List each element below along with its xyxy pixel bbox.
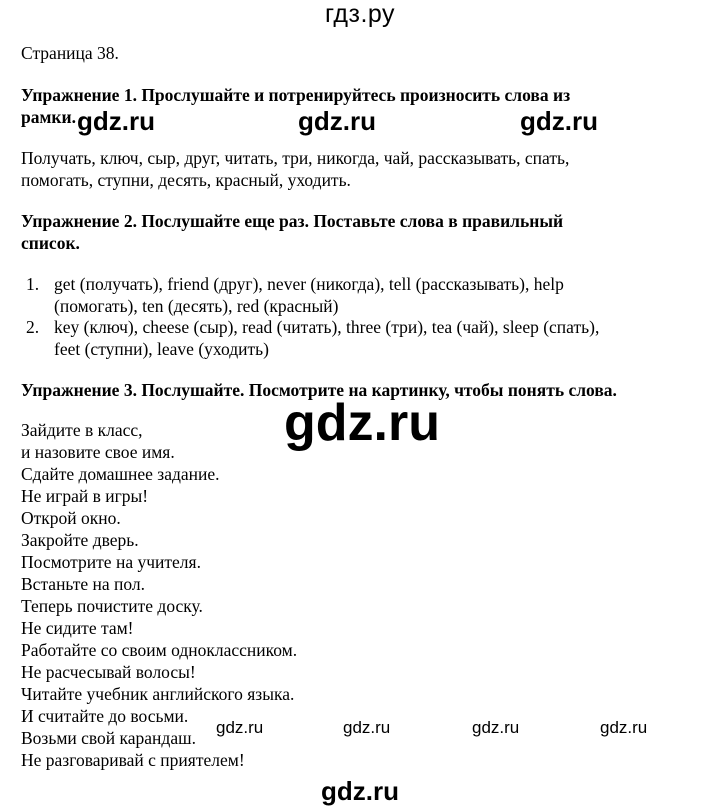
watermark-row1-right: gdz.ru xyxy=(520,106,598,136)
text-line: Встаньте на пол. xyxy=(21,574,146,594)
text-line: Сдайте домашнее задание. xyxy=(21,464,220,484)
list-item-number: 2. xyxy=(26,317,40,337)
text-line: Возьми свой карандаш. xyxy=(21,728,196,748)
text-line: Не разговаривай с приятелем! xyxy=(21,750,245,770)
text-line: Не расчесывай волосы! xyxy=(21,662,196,682)
text-line: Читайте учебник английского языка. xyxy=(21,684,295,704)
list-item-line2: feet (ступни), leave (уходить) xyxy=(54,339,269,359)
watermark-small-3: gdz.ru xyxy=(472,718,520,737)
watermark-row1-center: gdz.ru xyxy=(298,106,376,136)
list-item-line1: get (получать), friend (друг), never (никогда), tell (рассказывать), help xyxy=(54,274,564,294)
watermark-big: gdz.ru xyxy=(284,394,440,452)
exercise2-heading-line2: список. xyxy=(21,233,80,253)
exercise2-heading-line1: Упражнение 2. Послушайте еще раз. Поставьте слова в правильный xyxy=(21,211,564,231)
page-label: Страница 38. xyxy=(21,43,119,63)
exercise1-text-line1: Получать, ключ, сыр, друг, читать, три, никогда, чай, рассказывать, спать, xyxy=(21,148,570,168)
watermark-top: гдз.ру xyxy=(324,0,396,28)
text-line: И считайте до восьми. xyxy=(21,706,189,726)
exercise1-text-line2: помогать, ступни, десять, красный, уходить. xyxy=(21,170,351,190)
list-item-line2: (помогать), ten (десять), red (красный) xyxy=(54,296,339,316)
exercise1-heading-line1: Упражнение 1. Прослушайте и потренируйтесь произносить слова из xyxy=(21,85,571,105)
exercise1-heading-line2: рамки. xyxy=(21,107,76,127)
text-line: Работайте со своим одноклассником. xyxy=(21,640,298,660)
watermark-row1-left: gdz.ru xyxy=(77,106,155,136)
watermark-small-2: gdz.ru xyxy=(343,718,391,737)
text-line: и назовите свое имя. xyxy=(21,442,175,462)
watermark-small-4: gdz.ru xyxy=(600,718,648,737)
watermark-small-1: gdz.ru xyxy=(216,718,264,737)
watermark-bottom: gdz.ru xyxy=(321,776,399,806)
text-line: Закройте дверь. xyxy=(21,530,139,550)
text-line: Теперь почистите доску. xyxy=(21,596,203,616)
text-line: Зайдите в класс, xyxy=(21,420,143,440)
text-line: Не сидите там! xyxy=(21,618,134,638)
list-item-number: 1. xyxy=(26,274,40,294)
list-item-line1: key (ключ), cheese (сыр), read (читать), three (три), tea (чай), sleep (спать), xyxy=(54,317,600,337)
exercise3-heading: Упражнение 3. Послушайте. Посмотрите на картинку, чтобы понять слова. xyxy=(21,380,617,400)
text-line: Не играй в игры! xyxy=(21,486,149,506)
text-line: Открой окно. xyxy=(21,508,121,528)
text-line: Посмотрите на учителя. xyxy=(21,552,201,572)
